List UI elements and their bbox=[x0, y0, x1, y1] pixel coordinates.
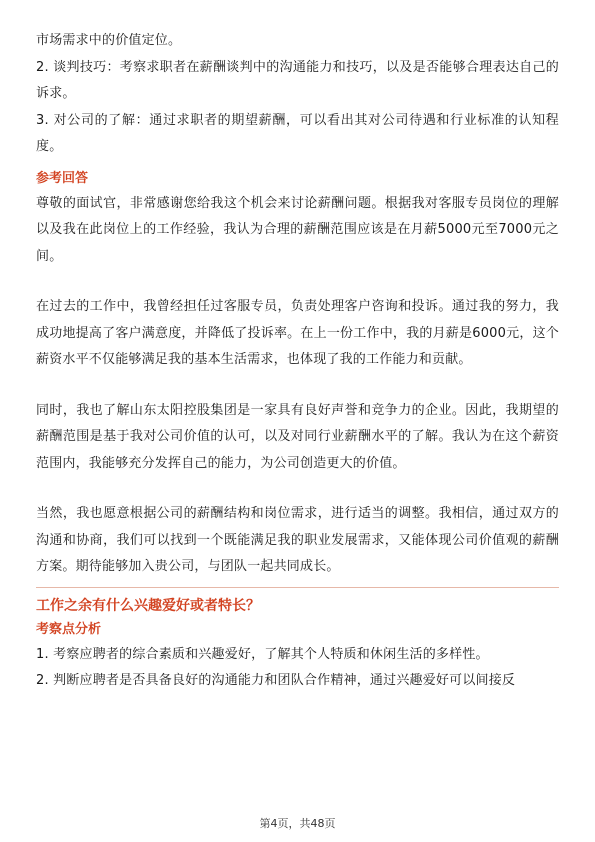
paragraph-spacer bbox=[36, 477, 559, 501]
paragraph-spacer bbox=[36, 374, 559, 398]
list-item-negotiation: 2. 谈判技巧：考察求职者在薪酬谈判中的沟通能力和技巧，以及是否能够合理表达自己的诉求。 bbox=[36, 59, 559, 101]
list-item-company-knowledge: 3. 对公司的了解：通过求职者的期望薪酬，可以看出其对公司待遇和行业标准的认知程度。 bbox=[36, 112, 559, 154]
answer-paragraph-3: 同时，我也了解山东太阳控股集团是一家具有良好声誉和竞争力的企业。因此，我期望的薪酬范围是基于我对公司价值的认可，以及对同行业薪酬水平的了解。我认为在这个薪资范围内，我能够充分发挥自己的能力，为公司创造更大的价值。 bbox=[36, 402, 559, 471]
section-divider bbox=[36, 587, 559, 588]
paragraph-spacer bbox=[36, 270, 559, 294]
analysis-item-2: 2. 判断应聘者是否具备良好的沟通能力和团队合作精神，通过兴趣爱好可以间接反 bbox=[36, 673, 516, 688]
answer-paragraph-4: 当然，我也愿意根据公司的薪酬结构和岗位需求，进行适当的调整。我相信，通过双方的沟通和协商，我们可以找到一个既能满足我的职业发展需求，又能体现公司价值观的薪酬方案。期待能够加入贵公司，与团队一起共同成长。 bbox=[36, 506, 559, 574]
continued-line: 市场需求中的价值定位。 bbox=[36, 33, 182, 48]
answer-paragraph-1: 尊敬的面试官，非常感谢您给我这个机会来讨论薪酬问题。根据我对客服专员岗位的理解以及我在此岗位上的工作经验，我认为合理的薪酬范围应该是在月薪5000元至7000元之间。 bbox=[36, 195, 559, 264]
analysis-item-1: 1. 考察应聘者的综合素质和兴趣爱好，了解其个人特质和休闲生活的多样性。 bbox=[36, 646, 489, 662]
analysis-heading: 考察点分析 bbox=[36, 621, 102, 637]
answer-paragraph-2: 在过去的工作中，我曾经担任过客服专员，负责处理客户咨询和投诉。通过我的努力，我成功地提高了客户满意度，并降低了投诉率。在上一份工作中，我的月薪是6000元，这个薪资水平不仅能够满足我的基本生活需求，也体现了我的工作能力和贡献。 bbox=[36, 299, 559, 367]
question-title: 工作之余有什么兴趣爱好或者特长？ bbox=[36, 597, 260, 614]
page-number-footer: 第4页，共48页 bbox=[259, 817, 336, 830]
page-content bbox=[36, 28, 559, 695]
reference-answer-heading: 参考回答 bbox=[36, 170, 89, 186]
